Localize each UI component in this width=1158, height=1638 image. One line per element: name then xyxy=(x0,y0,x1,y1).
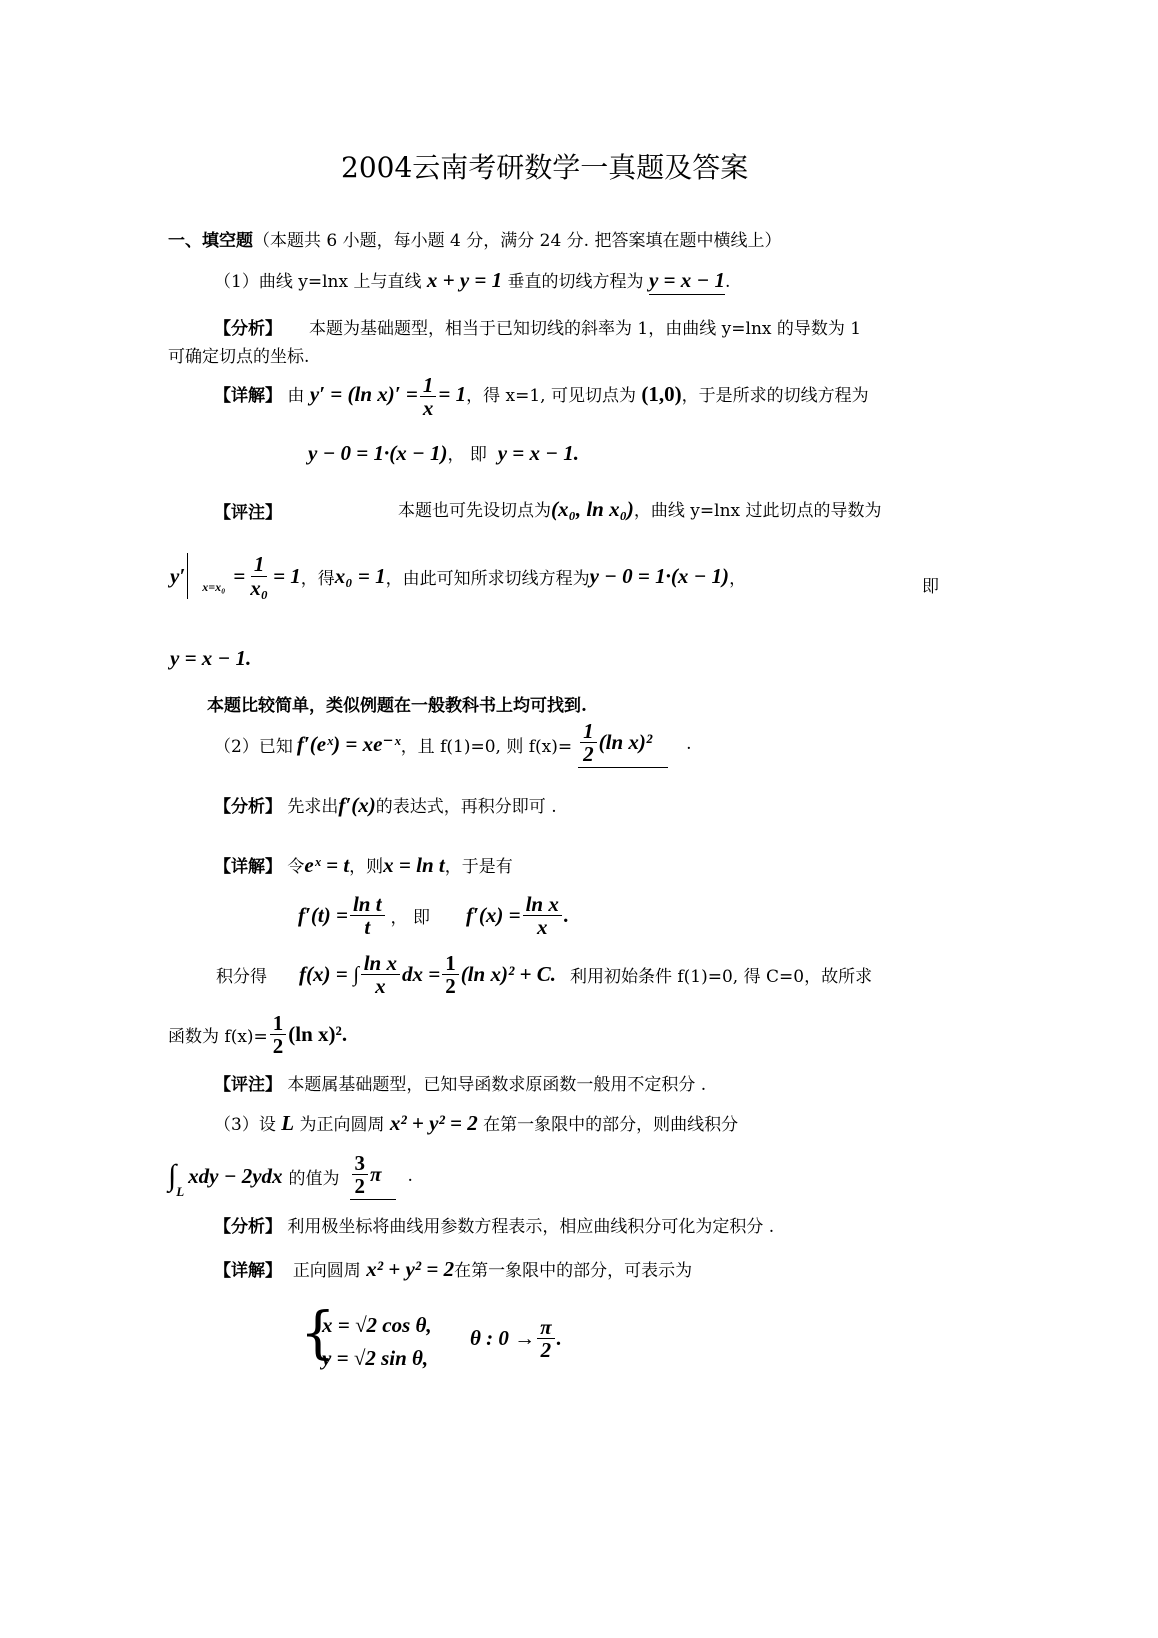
q3-system-brace: { xyxy=(300,1301,336,1366)
q2-int-dx: dx = xyxy=(401,962,441,987)
q1-detail-tag: 【详解】 xyxy=(214,386,282,407)
q2-detail-tag: 【详解】 xyxy=(214,857,282,877)
q1-analysis-line1: 本题为基础题型，相当于已知切线的斜率为 1，由曲线 y=lnx 的导数为 1 xyxy=(309,319,862,339)
q3-theta-range xyxy=(470,1316,562,1361)
q2-ft-fraction xyxy=(350,893,385,938)
q1-remark-text3: ，得 xyxy=(300,568,335,589)
q2-derivative-lines xyxy=(298,893,569,938)
q3-detail-text-a: 正向圆周 xyxy=(292,1261,361,1281)
q2-period: . xyxy=(686,734,692,755)
q1-detail-line-eq xyxy=(308,440,579,466)
q3-L: L xyxy=(281,1111,295,1135)
q2-int-left: f(x) = ∫ xyxy=(299,962,359,987)
q3-answer-num: 3 xyxy=(352,1152,369,1175)
q1-text-a: 曲线 y=lnx 上与直线 xyxy=(258,272,422,292)
q2-int-den: x xyxy=(375,974,386,999)
q1-remark-fraction xyxy=(247,553,271,598)
q1-line-ji: ， 即 xyxy=(447,445,487,465)
q3-detail-text-b: 在第一象限中的部分，可表示为 xyxy=(454,1261,693,1281)
q2-integral-line xyxy=(216,952,872,997)
q1-detail-fraction xyxy=(420,374,437,419)
q2-func-fraction xyxy=(270,1012,287,1057)
q2-function-line xyxy=(168,1012,347,1057)
q2-analysis xyxy=(214,792,557,818)
q2-answer-rest: (ln x)² xyxy=(598,730,653,755)
q1-answer: y = x − 1 xyxy=(649,268,725,295)
q2-fx-den: x xyxy=(536,915,548,940)
q2-int-half-num: 1 xyxy=(442,952,459,975)
q2-text-b: ，且 f(1)=0, 则 f(x)= xyxy=(400,736,573,757)
q2-ft-den: t xyxy=(364,915,371,940)
q1-remark-frac-num: 1 xyxy=(251,553,268,576)
q1-line-eq: y − 0 = 1·(x − 1) xyxy=(308,441,448,465)
q1-detail-text2: ，于是所求的切线方程为 xyxy=(681,386,869,407)
q2-func-rest: (ln x)². xyxy=(288,1022,348,1047)
q3-answer-fraction xyxy=(352,1152,369,1197)
q3-param-y xyxy=(322,1346,428,1371)
q1-remark-point: (x₀, ln x₀) xyxy=(551,497,634,521)
q2-fx-period: . xyxy=(563,903,570,928)
q3-text-a: 设 xyxy=(258,1115,276,1135)
q3-theta-fraction xyxy=(537,1316,554,1361)
q1-summary: 本题比较简单，类似例题在一般教科书上均可找到. xyxy=(207,696,587,716)
q3-theta-den: 2 xyxy=(540,1338,552,1363)
q1-line-equation: x + y = 1 xyxy=(426,268,503,292)
q3-param-x xyxy=(322,1313,432,1338)
q2-fx-num: ln x xyxy=(523,893,562,916)
q2-func-num: 1 xyxy=(270,1012,287,1035)
q3-number: （3） xyxy=(214,1115,259,1135)
q1-remark-ji: 即 xyxy=(922,577,939,597)
q3-circle: x² + y² = 2 xyxy=(389,1111,478,1135)
q2-fx-fraction xyxy=(523,893,562,938)
q1-remark-line: y − 0 = 1·(x − 1) xyxy=(589,563,730,588)
section-label: 一、填空题 xyxy=(168,231,253,251)
q2-given: f′(eˣ) = xe⁻ˣ xyxy=(296,732,401,757)
q1-remark-eq: = xyxy=(233,563,246,588)
q3-statement xyxy=(214,1110,738,1136)
q3-answer-pi: π xyxy=(370,1162,382,1187)
q2-text-a: 已知 xyxy=(258,736,293,757)
q1-number: （1） xyxy=(214,272,259,292)
q3-answer xyxy=(350,1152,396,1200)
q1-remark-text4: ，由此可知所求切线方程为 xyxy=(385,568,590,589)
q1-remark-y: y′ xyxy=(170,563,186,588)
q3-analysis-text: 利用极坐标将曲线用参数方程表示，相应曲线积分可化为定积分 . xyxy=(287,1217,775,1237)
q3-theta-period: . xyxy=(556,1326,562,1351)
q2-detail-ze: ，则 xyxy=(349,857,384,877)
q2-ft-num: ln t xyxy=(350,893,385,916)
q2-detail-yushi: ，于是有 xyxy=(444,857,513,877)
q1-remark xyxy=(214,498,282,523)
q3-integral-body: xdy − 2ydx xyxy=(188,1163,283,1188)
q2-int-num: ln x xyxy=(361,952,400,975)
q1-line-result: y = x − 1. xyxy=(497,441,579,465)
q3-text-d: 的值为 xyxy=(288,1168,340,1189)
q1-detail-point: (1,0) xyxy=(641,382,682,407)
q1-detail-eq1: = 1 xyxy=(438,382,467,407)
q3-analysis xyxy=(214,1212,774,1237)
q1-remark-sub: x=x₀ xyxy=(202,580,226,594)
q2-fx-left: f′(x) = xyxy=(465,903,521,928)
q3-detail xyxy=(214,1256,692,1282)
q2-detail-ling: 令 xyxy=(287,857,305,877)
q1-detail-frac-den: x xyxy=(422,396,434,421)
q2-remark-tag: 【评注】 xyxy=(214,1075,282,1095)
q2-int-label: 积分得 xyxy=(216,967,267,988)
q2-func-den: 2 xyxy=(272,1034,284,1059)
q2-number: （2） xyxy=(214,736,259,757)
q2-answer xyxy=(578,720,668,768)
q3-period: . xyxy=(407,1166,413,1187)
q3-text-b: 为正向圆周 xyxy=(299,1115,385,1135)
q3-integral-sub: L xyxy=(176,1184,185,1200)
q1-remark-body xyxy=(398,496,882,522)
q1-text-b: 垂直的切线方程为 xyxy=(507,272,644,292)
q1-analysis-line2: 可确定切点的坐标. xyxy=(168,347,310,367)
q1-remark-final-eq: y = x − 1. xyxy=(170,646,252,670)
q3-param-y-eq: y = √2 sin θ, xyxy=(322,1346,429,1370)
q2-detail-sub: eˣ = t xyxy=(304,853,350,877)
q2-answer-num: 1 xyxy=(580,720,597,743)
q3-param-x-eq: x = √2 cos θ, xyxy=(322,1313,432,1337)
q3-theta-num: π xyxy=(537,1316,554,1339)
q2-detail xyxy=(214,852,513,878)
page-title: 2004云南考研数学一真题及答案 xyxy=(341,151,749,184)
q2-int-half xyxy=(442,952,459,997)
q2-ft-left: f′(t) = xyxy=(298,903,348,928)
section-heading xyxy=(168,226,782,251)
q1-remark-tag: 【评注】 xyxy=(214,503,282,523)
q1-period: . xyxy=(724,272,731,292)
q2-statement xyxy=(214,720,692,768)
q3-answer-den: 2 xyxy=(354,1174,366,1199)
q1-detail-you: 由 xyxy=(287,386,305,407)
q1-remark-comma: ， xyxy=(729,568,747,589)
q1-analysis-tag: 【分析】 xyxy=(214,319,282,339)
q3-detail-circle: x² + y² = 2 xyxy=(366,1257,455,1281)
q2-answer-den: 2 xyxy=(583,742,594,767)
q2-int-half-den: 2 xyxy=(445,974,456,999)
q3-text-c: 在第一象限中的部分，则曲线积分 xyxy=(483,1115,739,1135)
q1-detail-frac-num: 1 xyxy=(420,374,437,397)
q2-analysis-math: f′(x) xyxy=(338,793,376,817)
q1-remark-text2: ，曲线 y=lnx 过此切点的导数为 xyxy=(633,501,882,521)
q2-answer-fraction xyxy=(580,720,597,765)
q3-integral-sign: ∫ xyxy=(168,1159,177,1193)
q3-integral-line xyxy=(168,1152,413,1200)
q1-remark-derivative xyxy=(170,553,746,599)
q1-analysis xyxy=(214,314,861,339)
q2-int-rest: (ln x)² + C. xyxy=(460,962,556,987)
q3-detail-tag: 【详解】 xyxy=(214,1261,282,1281)
q2-analysis-tag: 【分析】 xyxy=(214,797,282,817)
q2-analysis-b: 的表达式，再积分即可 . xyxy=(375,797,557,817)
q1-detail-text1: ，得 x=1, 可见切点为 xyxy=(466,386,636,407)
q3-analysis-tag: 【分析】 xyxy=(214,1217,282,1237)
q2-remark-text: 本题属基础题型，已知导函数求原函数一般用不定积分 . xyxy=(287,1075,707,1095)
q2-detail-x: x = ln t xyxy=(383,853,445,877)
q3-theta-text: θ : 0 → xyxy=(470,1326,536,1351)
q1-remark-frac-den: x₀ xyxy=(250,575,269,600)
section-note: （本题共 6 小题，每小题 4 分，满分 24 分. 把答案填在题中横线上） xyxy=(253,231,782,251)
q2-int-text: 利用初始条件 f(1)=0, 得 C=0，故所求 xyxy=(569,967,873,988)
q1-statement xyxy=(214,267,730,293)
q2-analysis-a: 先求出 xyxy=(287,797,339,817)
q1-remark-text1: 本题也可先设切点为 xyxy=(398,501,551,521)
q2-ft-ji: ， 即 xyxy=(390,908,430,929)
q2-int-fraction xyxy=(361,952,400,997)
q1-remark-x0: x₀ = 1 xyxy=(334,563,386,588)
q1-detail xyxy=(214,374,869,419)
q1-remark-eq1: = 1 xyxy=(273,563,301,588)
q1-remark-eval-bar xyxy=(187,553,188,599)
q1-detail-derivative: y′ = (ln x)′ = xyxy=(309,382,418,407)
q2-func-text: 函数为 f(x)= xyxy=(168,1027,268,1048)
q2-remark xyxy=(214,1070,706,1095)
q1-remark-final xyxy=(170,646,251,671)
